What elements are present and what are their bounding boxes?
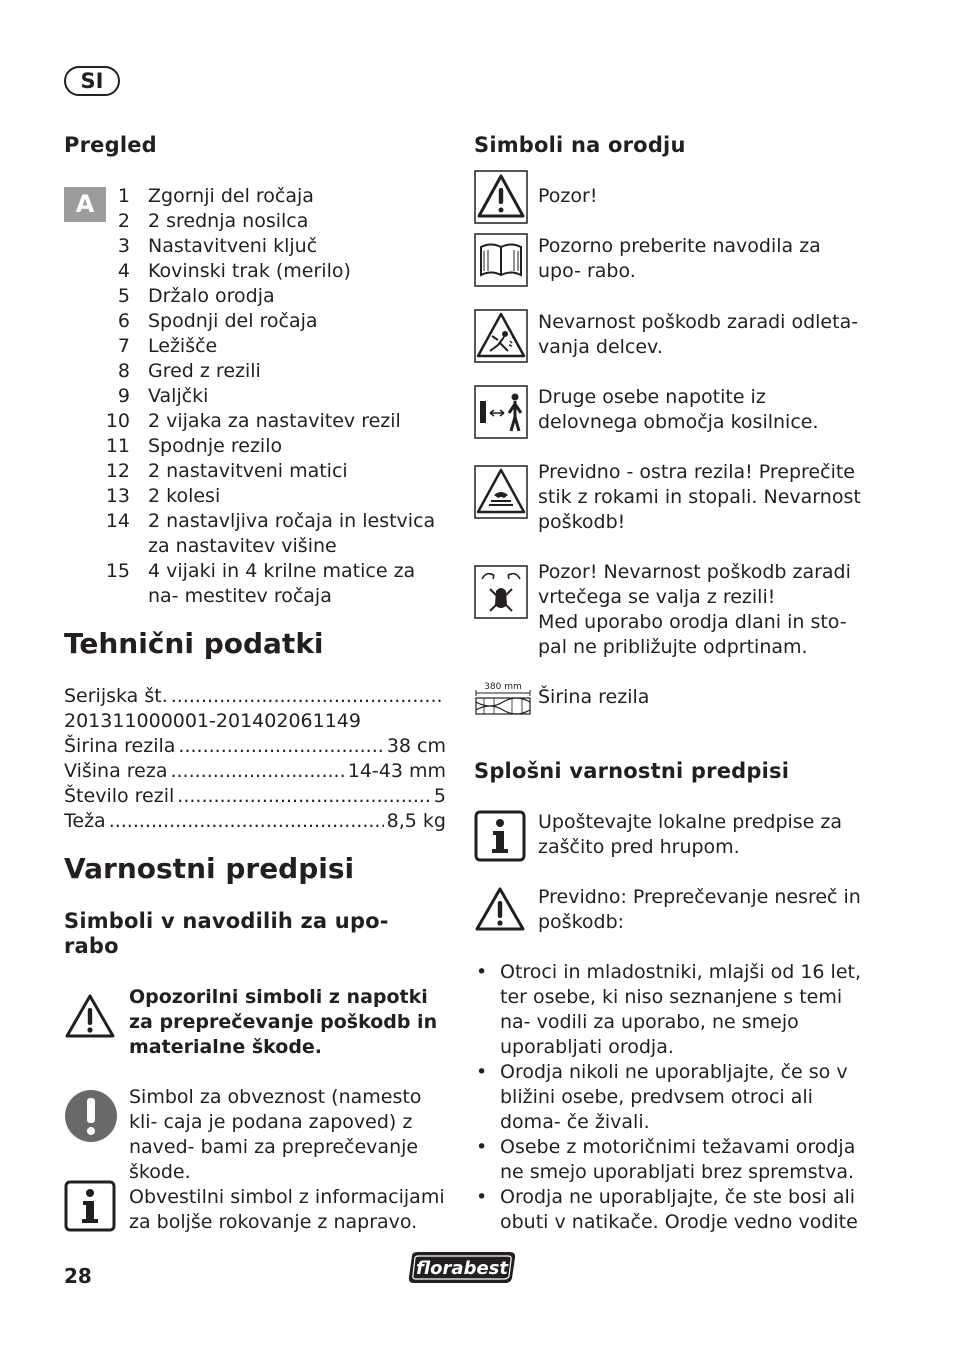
tool-symbol-text: Med uporabo orodja dlani in sto- pal ne približujte odprtinam. bbox=[538, 611, 847, 658]
list-item: 15 4 vijaki in 4 krilne matice za na- mestitev ročaja bbox=[105, 560, 416, 607]
list-item: 7 Ležišče bbox=[117, 335, 218, 357]
tech-row: Širina rezila ..... 38 cm bbox=[64, 734, 446, 759]
florabest-logo bbox=[406, 1248, 518, 1286]
tool-symbol-text: Širina rezila bbox=[538, 686, 650, 708]
list-item: 13 2 kolesi bbox=[105, 485, 221, 507]
list-item: 9 Valjčki bbox=[117, 385, 209, 407]
tech-data bbox=[64, 684, 446, 834]
tech-serial-value: 201311000001-201402061149 bbox=[64, 710, 361, 732]
language-badge: SI bbox=[64, 66, 120, 96]
list-item: 8 Gred z rezili bbox=[117, 360, 261, 382]
figure-badge: A bbox=[64, 187, 106, 222]
rotating-blade-icon bbox=[474, 565, 528, 619]
list-item: 10 2 vijaka za nastavitev rezil bbox=[105, 410, 401, 432]
attention-icon bbox=[474, 170, 528, 224]
tool-symbol-text: Pozor! Nevarnost poškodb zaradi vrtečega se valja z rezili! bbox=[538, 561, 851, 608]
general-safety-title: Splošni varnostni predpisi bbox=[474, 759, 790, 783]
overview-title: Pregled bbox=[64, 133, 157, 157]
tool-symbol-text: Nevarnost poškodb zaradi odleta- vanja delcev. bbox=[538, 311, 859, 358]
list-item: 1 Zgornji del ročaja bbox=[117, 185, 314, 207]
cutting-width-icon bbox=[474, 680, 532, 720]
list-item: • Otroci in mladostniki, mlajši od 16 let, ter osebe, ki niso seznanjene s temi na- vodili za uporabo, ne smejo uporabljati orodja. bbox=[474, 960, 874, 1060]
safety-title: Varnostni predpisi bbox=[64, 852, 355, 885]
tech-title: Tehnični podatki bbox=[64, 627, 324, 660]
tech-row-serial: Serijska št. ..... bbox=[64, 684, 446, 709]
symbol-info-text: Obvestilni simbol z informacijami za boljše rokovanje z napravo. bbox=[129, 1186, 445, 1233]
tool-symbol-text: Pozorno preberite navodila za upo- rabo. bbox=[538, 235, 821, 282]
list-item: 14 2 nastavljiva ročaja in lestvica za nastavitev višine bbox=[105, 510, 436, 557]
general-noise-text: Upoštevajte lokalne predpise za zaščito pred hrupom. bbox=[538, 811, 843, 858]
safety-subtitle: Simboli v navodilih za upo- rabo bbox=[64, 909, 389, 958]
warning-triangle-icon bbox=[64, 993, 116, 1039]
keep-distance-icon bbox=[474, 385, 528, 439]
symbol-warning-text: Opozorilni simboli z napotki za preprečevanje poškodb in materialne škode. bbox=[129, 986, 438, 1058]
list-item: 2 2 srednja nosilca bbox=[117, 210, 309, 232]
tool-symbols-title: Simboli na orodju bbox=[474, 133, 686, 157]
list-item: 6 Spodnji del ročaja bbox=[117, 310, 318, 332]
list-item: 12 2 nastavitveni matici bbox=[105, 460, 348, 482]
page-number: 28 bbox=[64, 1264, 92, 1288]
mandatory-sign-icon bbox=[64, 1089, 118, 1143]
info-sign-icon bbox=[474, 810, 526, 862]
list-item: 5 Držalo orodja bbox=[117, 285, 275, 307]
tool-symbol-text: Druge osebe napotite iz delovnega območja kosilnice. bbox=[538, 386, 819, 433]
safety-bullet-list bbox=[474, 960, 874, 1235]
sharp-blades-icon bbox=[474, 465, 528, 519]
tech-row: Število rezil ..... 5 bbox=[64, 784, 446, 809]
warning-triangle-icon bbox=[474, 886, 526, 932]
symbol-mandatory-text: Simbol za obveznost (namesto kli- caja je podana zapoved) z naved- bami za preprečevanje škode. bbox=[129, 1086, 422, 1183]
list-item: 11 Spodnje rezilo bbox=[105, 435, 283, 457]
svg-text:florabest: florabest bbox=[416, 1258, 508, 1279]
list-item: 4 Kovinski trak (merilo) bbox=[117, 260, 351, 282]
list-item: • Orodja nikoli ne uporabljajte, če so v bližini osebe, predvsem otroci ali doma- če živali. bbox=[474, 1060, 874, 1135]
overview-list bbox=[100, 184, 450, 609]
tool-symbol-text: Pozor! bbox=[538, 185, 598, 207]
tool-symbol-text: Previdno - ostra rezila! Preprečite stik z rokami in stopali. Nevarnost poškodb! bbox=[538, 461, 861, 533]
svg-text:380 mm: 380 mm bbox=[484, 682, 522, 692]
general-caution-text: Previdno: Preprečevanje nesreč in poškodb: bbox=[538, 886, 861, 933]
list-item: • Osebe z motoričnimi težavami orodja ne smejo uporabljati brez spremstva. bbox=[474, 1135, 874, 1185]
list-item: • Orodja ne uporabljajte, če ste bosi ali obuti v natikače. Orodje vedno vodite bbox=[474, 1185, 874, 1235]
flying-debris-icon bbox=[474, 309, 528, 363]
tech-row: Višina reza ..... 14-43 mm bbox=[64, 759, 446, 784]
tech-row: Teža ..... 8,5 kg bbox=[64, 809, 446, 834]
list-item: 3 Nastavitveni ključ bbox=[117, 235, 318, 257]
info-sign-icon bbox=[64, 1180, 116, 1232]
read-manual-icon bbox=[474, 233, 528, 287]
